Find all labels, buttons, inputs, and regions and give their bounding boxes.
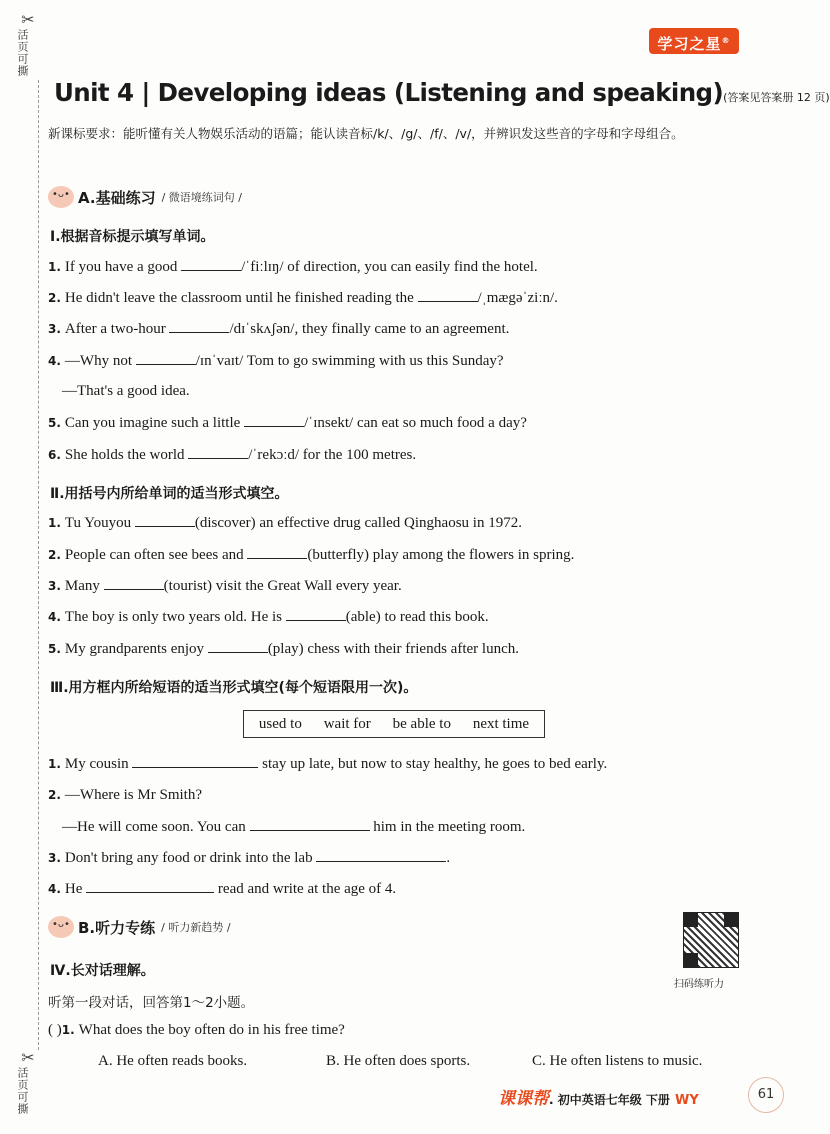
phrase: be able to [392, 715, 451, 732]
answer-blank[interactable] [188, 446, 248, 459]
section-a-heading: •ᴗ• A.基础练习 / 微语境练词句 / [48, 186, 242, 208]
part-2-title: Ⅱ.用括号内所给单词的适当形式填空。 [50, 486, 289, 502]
part-3-title: Ⅲ.用方框内所给短语的适当形式填空(每个短语限用一次)。 [50, 680, 418, 696]
listening-intro: 听第一段对话，回答第1～2小题。 [48, 995, 255, 1011]
answer-blank[interactable] [132, 755, 258, 768]
mascot-icon [48, 186, 74, 208]
question-row: 3. Many (tourist) visit the Great Wall every year. [48, 578, 402, 594]
phrase: used to [258, 715, 302, 732]
answer-blank[interactable] [135, 514, 195, 527]
qr-code[interactable] [683, 912, 739, 968]
question-row: 2. He didn't leave the classroom until he finished reading the /ˌmægəˈziːn/. [48, 290, 558, 306]
dialogue-reply: —That's a good idea. [62, 383, 190, 399]
scissors-icon: ✂ [21, 10, 35, 29]
tear-off-label-bottom: ✂ 活页可撕 [14, 1048, 42, 1115]
page-title: Unit 4 | Developing ideas (Listening and speaking)(答案见答案册 12 页) [54, 78, 830, 107]
part-4-title: Ⅳ.长对话理解。 [50, 963, 155, 979]
answer-blank[interactable] [418, 289, 478, 302]
option-b[interactable]: B. He often does sports. [326, 1053, 471, 1069]
phrase: next time [472, 715, 530, 732]
part-1-title: Ⅰ.根据音标提示填写单词。 [50, 229, 215, 245]
question-row: 4. The boy is only two years old. He is (able) to read this book. [48, 609, 489, 625]
question-row: 3. After a two-hour /dɪˈskʌʃən/, they finally came to an agreement. [48, 321, 510, 337]
question-row: 4. He read and write at the age of 4. [48, 881, 397, 897]
question-row: 2. —Where is Mr Smith? [48, 787, 202, 803]
qr-caption: 扫码练听力 [674, 979, 724, 990]
answer-bracket[interactable]: ( ) [48, 1022, 62, 1038]
question-row: 1. If you have a good /ˈfiːlɪŋ/ of direction, you can easily find the hotel. [48, 259, 538, 275]
answer-blank[interactable] [250, 818, 370, 831]
section-b-heading: •ᴗ• B.听力专练 / 听力新趋势 / [48, 916, 231, 938]
question-row: 5. My grandparents enjoy (play) chess with their friends after lunch. [48, 641, 519, 657]
option-a[interactable]: A. He often reads books. [98, 1053, 248, 1069]
question-row: 4. —Why not /ɪnˈvaɪt/ Tom to go swimming with us this Sunday? [48, 353, 504, 369]
question-row: 2. People can often see bees and (butterfly) play among the flowers in spring. [48, 547, 575, 563]
scissors-icon: ✂ [21, 1048, 35, 1067]
answer-blank[interactable] [208, 640, 268, 653]
answer-blank[interactable] [181, 258, 241, 271]
option-c[interactable]: C. He often listens to music. [532, 1053, 703, 1069]
footer-brand: 课课帮. 初中英语七年级 下册 WY [498, 1089, 699, 1109]
answer-blank[interactable] [104, 577, 164, 590]
answer-blank[interactable] [244, 414, 304, 427]
question-row: 3. Don't bring any food or drink into the lab . [48, 850, 451, 866]
question-row: 6. She holds the world /ˈrekɔːd/ for the 100 metres. [48, 447, 417, 463]
page-number: 61 [748, 1077, 784, 1113]
question-row: ( )1. What does the boy often do in his free time? [48, 1022, 345, 1038]
curriculum-requirement: 新课标要求：能听懂有关人物娱乐活动的语篇；能认读音标/k/、/g/、/f/、/v/，并辨识发这些音的字母和字母组合。 [48, 126, 684, 141]
tear-line [38, 80, 39, 1050]
answer-blank[interactable] [247, 546, 307, 559]
question-row: 1. My cousin stay up late, but now to stay healthy, he goes to bed early. [48, 756, 608, 772]
mascot-icon [48, 916, 74, 938]
brand-logo: 学习之星® [649, 28, 739, 54]
answer-blank[interactable] [286, 608, 346, 621]
answer-blank[interactable] [86, 880, 214, 893]
question-row: 5. Can you imagine such a little /ˈɪnsekt/ can eat so much food a day? [48, 415, 527, 431]
dialogue-reply: —He will come soon. You can him in the meeting room. [62, 819, 526, 835]
phrase: wait for [323, 715, 371, 732]
answer-blank[interactable] [136, 352, 196, 365]
answer-blank[interactable] [169, 320, 229, 333]
answer-blank[interactable] [316, 849, 446, 862]
phrase-box [243, 710, 545, 738]
tear-off-label-top: ✂ 活页可撕 [14, 10, 42, 77]
question-row: 1. Tu Youyou (discover) an effective drug called Qinghaosu in 1972. [48, 515, 522, 531]
